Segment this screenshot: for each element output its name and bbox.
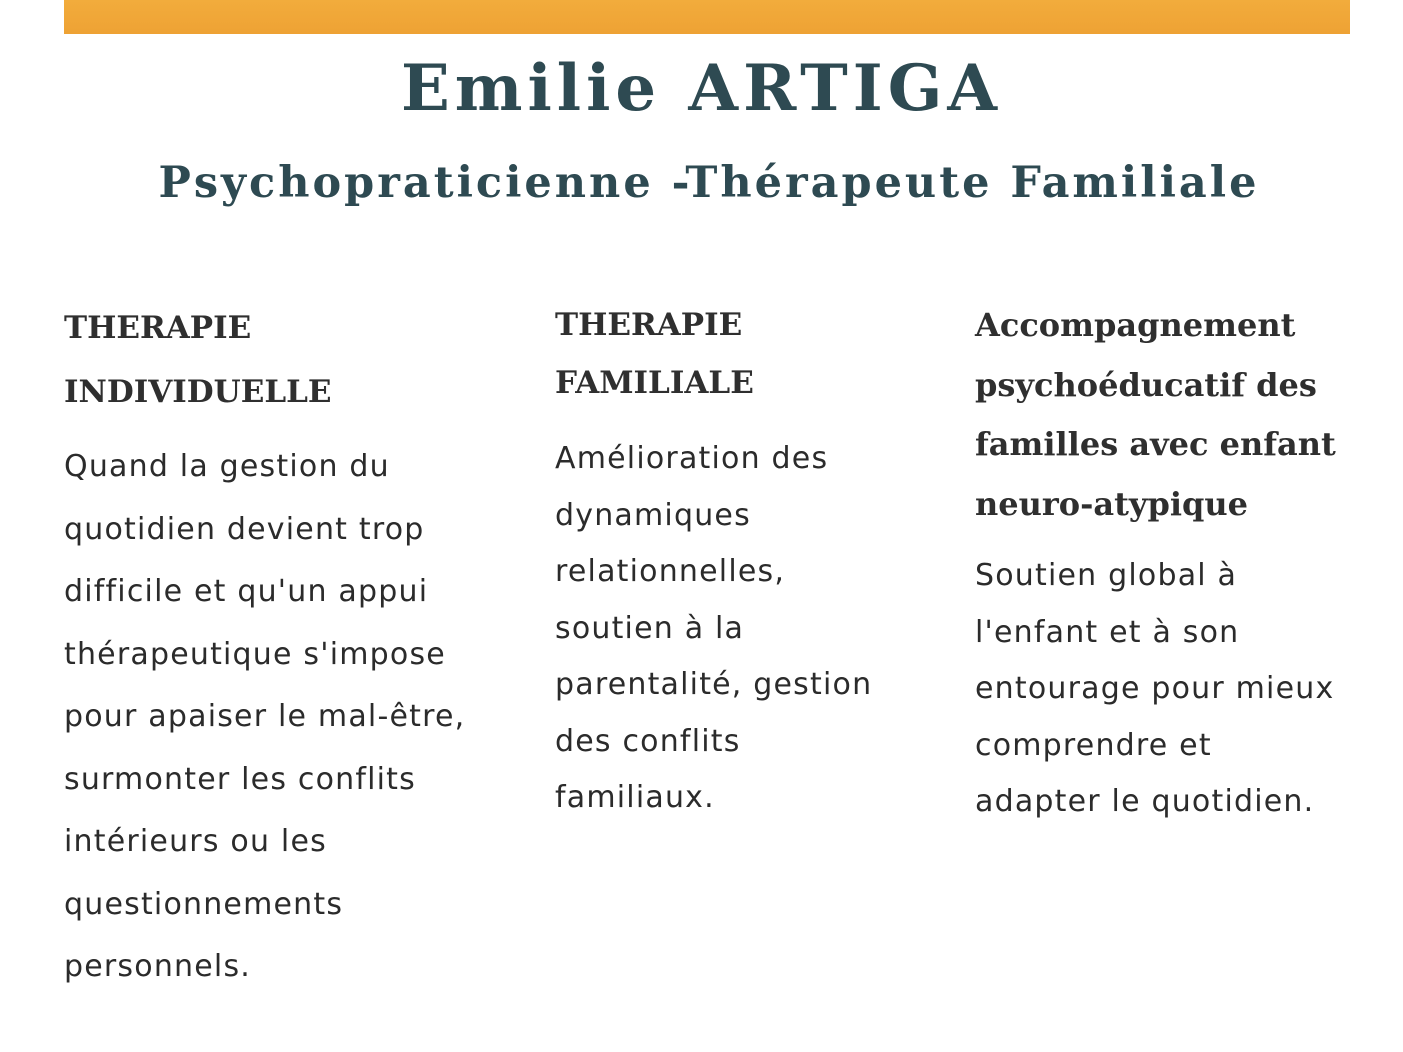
service-title: THERAPIE INDIVIDUELLE: [64, 310, 332, 410]
service-family-therapy: [555, 296, 915, 827]
service-description: Quand la gestion du quotidien devient trop difficile et qu'un appui thérapeutique s'impose pour apaiser le mal-être, surmonter les conflits intérieurs ou les questionnements personnels.: [64, 449, 466, 984]
service-title: THERAPIE FAMILIALE: [555, 307, 754, 401]
service-description: Soutien global à l'enfant et à son entourage pour mieux comprendre et adapter le quotidien.: [975, 558, 1335, 819]
service-description: Amélioration des dynamiques relationnelles, soutien à la parentalité, gestion des conflits familiaux.: [555, 441, 873, 815]
practitioner-profession: Psychopraticienne -Thérapeute Familiale: [158, 158, 1260, 208]
practitioner-name: Emilie ARTIGA: [400, 51, 1003, 126]
top-accent-band: [64, 0, 1350, 34]
service-title: Accompagnement psychoéducatif des familles avec enfant neuro-atypique: [975, 306, 1336, 523]
service-psychoeducational-support: [975, 296, 1365, 831]
service-individual-therapy: [64, 296, 484, 999]
